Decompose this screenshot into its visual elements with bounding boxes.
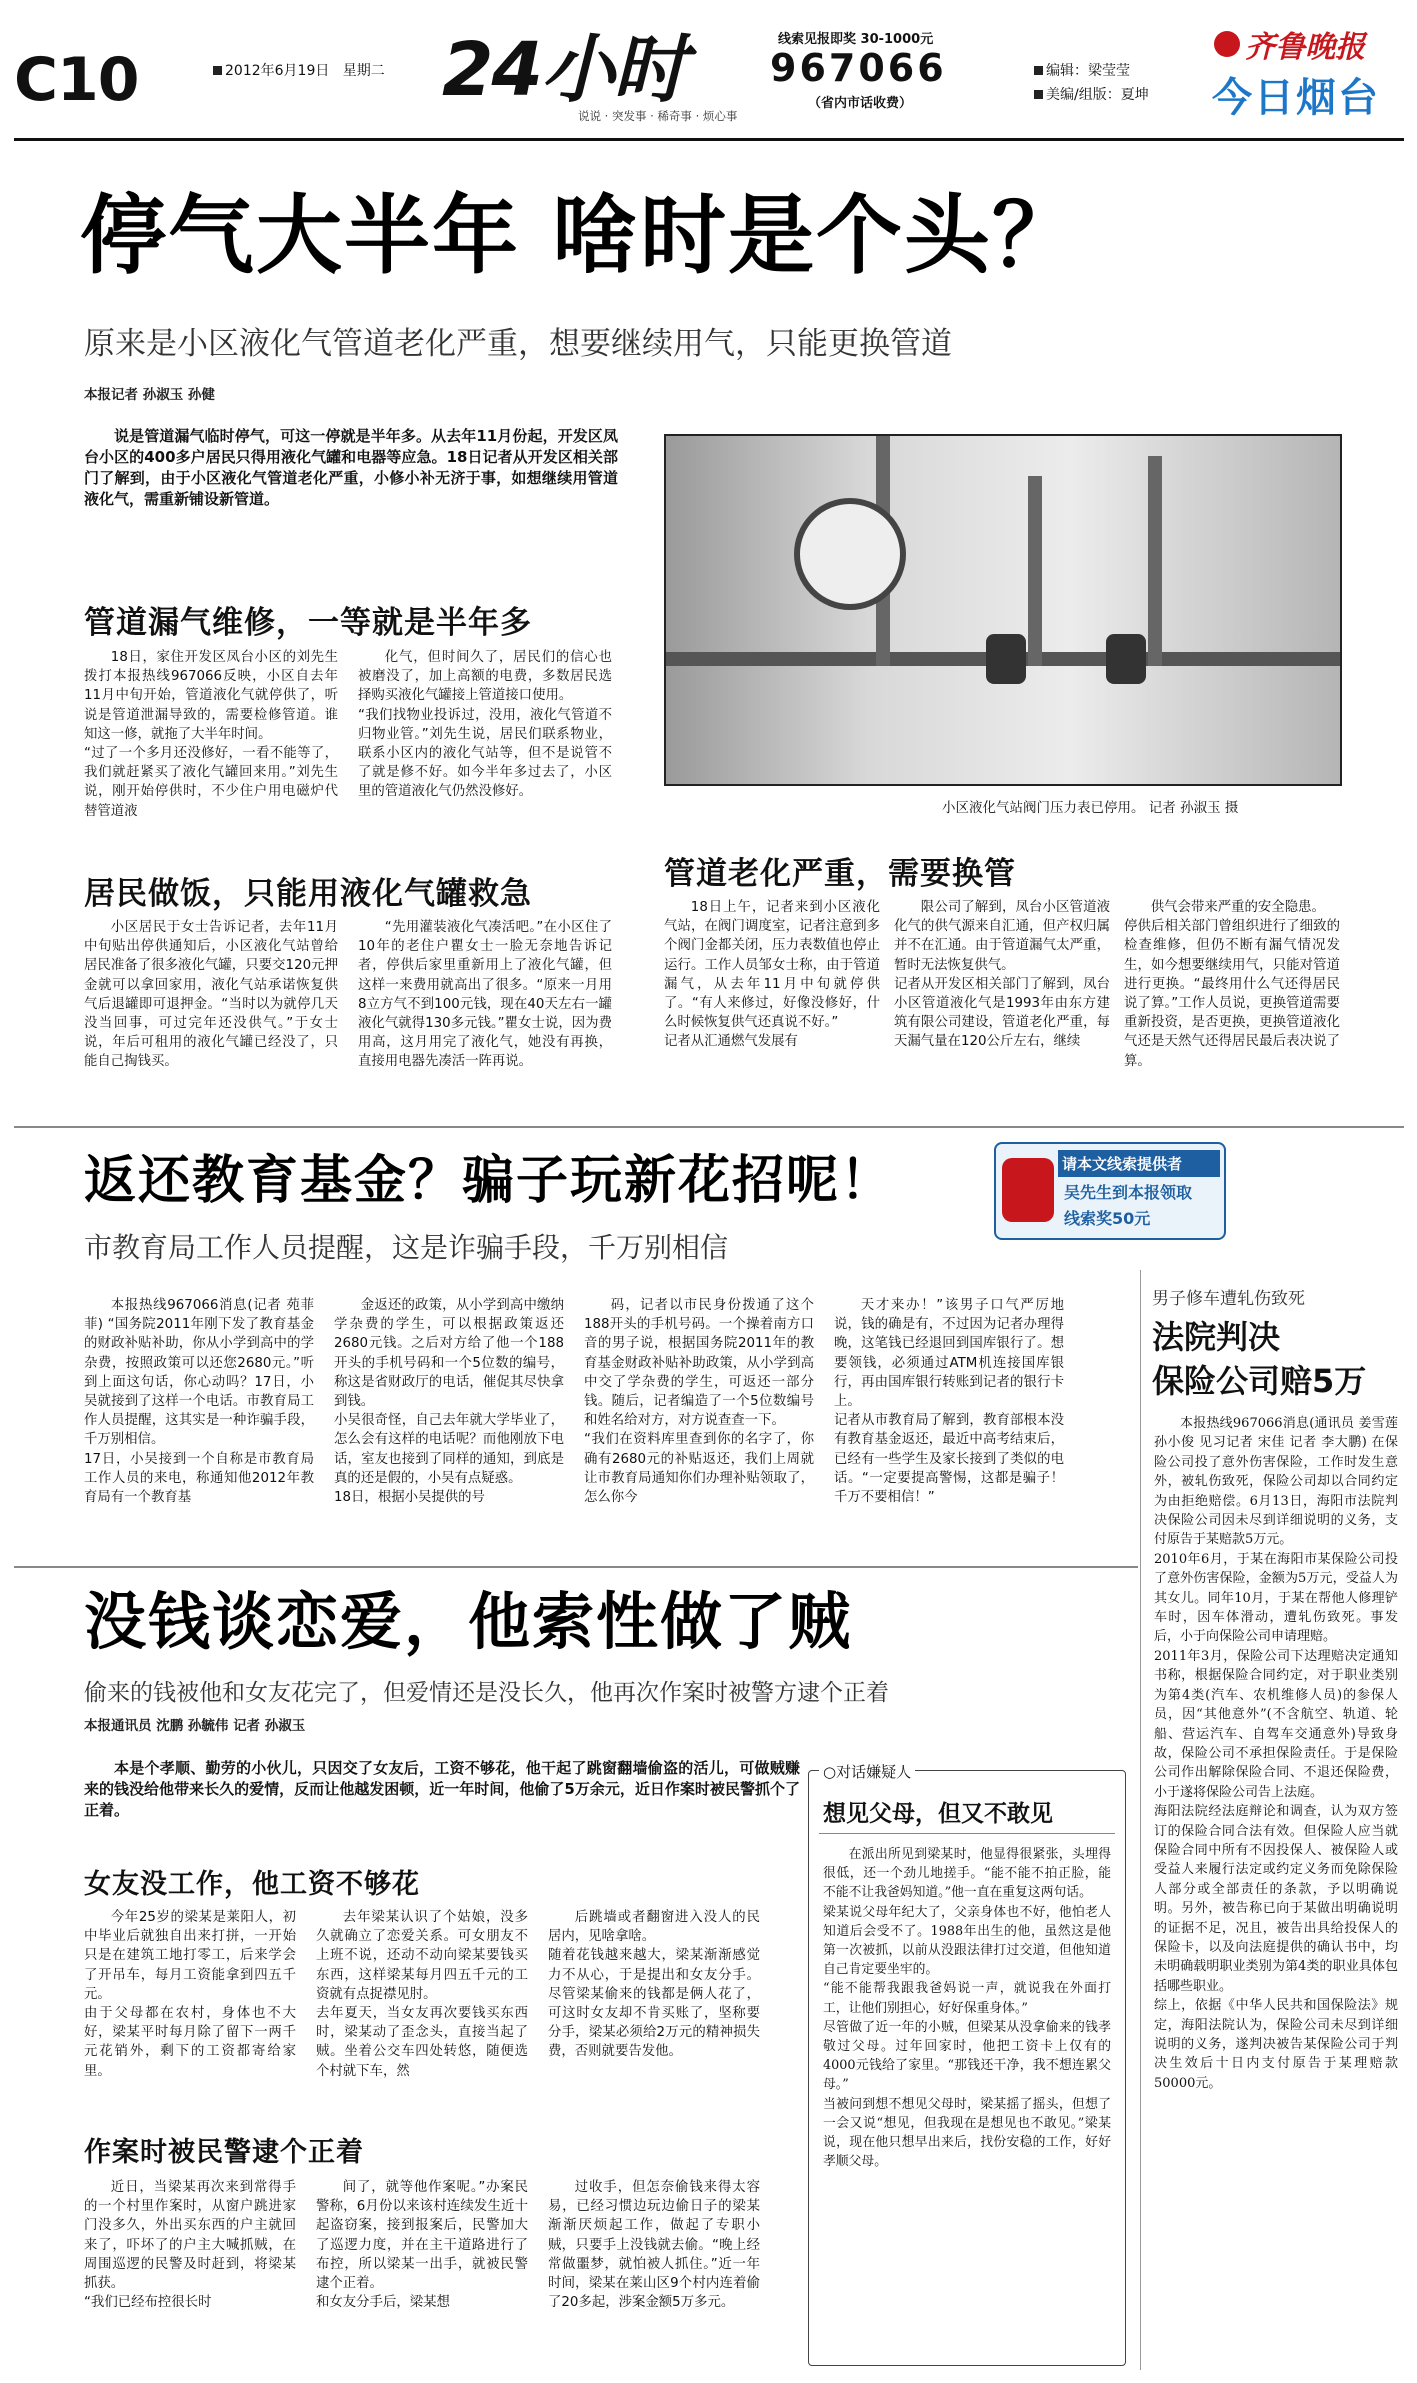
- a1-col-1a: [84, 648, 338, 860]
- a2-headline: 返还教育基金？骗子玩新花招呢！: [84, 1151, 895, 1211]
- a1-col-3a-text: 18日上午，记者来到小区液化气站，在阀门调度室，记者注意到多个阀门金都关闭，压力表数值也停止运行。工作人员邹女士称，由于管道漏气，从去年11月中旬就停供了。“有人来修过，好像没修好，什么时候恢复供气还真说不好。” 记者从汇通燃气发展有: [664, 900, 880, 1050]
- a2-deck: 市教育局工作人员提醒，这是诈骗手段，千万别相信: [84, 1231, 729, 1264]
- a1-col-3c: [1124, 898, 1340, 1114]
- reward-badge-line-3: 线索奖50元: [1064, 1209, 1151, 1228]
- a1-col-1a-text: 18日，家住开发区凤台小区的刘先生拨打本报热线967066反映，小区自去年11月中旬开始，管道液化气就停供了，听说是管道泄漏导致的，需要检修管道。谁知这一修，就拖了大半年时间。 “过了一个多月还没修好，一看不能等了，我们就赶紧买了液化气罐回来用。”刘先生说，刚开始停供时，不少住户用电磁炉代替管道液: [84, 650, 338, 819]
- editor: 编辑：梁莹莹: [1046, 63, 1130, 79]
- a4-col-2c-text: 过收手，但怎奈偷钱来得太容易，已经习惯边玩边偷日子的梁某渐渐厌烦起工作，做起了专职小贼，只要手上没钱就去偷。“晚上经常做噩梦，就怕被人抓住。”近一年时间，梁某在莱山区9个村内连着偷了20多起，涉案金额5万多元。: [548, 2180, 760, 2311]
- a4-col-1a: [84, 1908, 296, 2108]
- a2-col-3-text: 码，记者以市民身份拨通了这个188开头的手机号码。一个操着南方口音的男子说，根据国务院2011年的教育基金财政补贴补助政策，从小学到高中交了学杂费的学生，可返还一部分钱。随后，记者编造了一个5位数编号和姓名给对方，对方说查查一下。 “我们在资料库里查到你的名字了，你确有2680元的补贴返还，我们上周就让市教育局通知你们办理补贴领取了，怎么你今: [584, 1298, 814, 1506]
- a4-sidebox-body-text: 在派出所见到梁某时，他显得很紧张，头埋得很低，还一个劲儿地搓手。“能不能不拍正脸，能不能不让我爸妈知道。”他一直在重复这两句话。 梁某说父母年纪大了，父亲身体也不好，他怕老人知道后会受不了。1988年出生的他，虽然这是他第一次被抓，以前从没跟法律打过交道，但他知道自己肯定要坐牢的。 “能不能帮我跟我爸妈说一声，就说我在外面打工，让他们别担心，好好保重身体。” 尽管做了近一年的小贼，但梁某从没拿偷来的钱孝敬过父母。过年回家时，他把工资卡上仅有的4000元钱给了家里。“那钱还干净，我不想连累父母。” 当被问到想不想见父母时，梁某摇了摇头，但想了一会又说“想见，但我现在是想见也不敢见。”梁某说，现在他只想早出来后，找份安稳的工作，好好孝顺父母。: [823, 1847, 1111, 2170]
- page-number: C10: [14, 45, 139, 115]
- a4-col-2a-text: 近日，当梁某再次来到常得手的一个村里作案时，从窗户跳进家门没多久，外出买东西的户主就回来了，吓坏了的户主大喊抓贼，在周围巡逻的民警及时赶到，将梁某抓获。 “我们已经布控很长时: [84, 2180, 296, 2311]
- a4-sidebox-tag: [819, 1761, 915, 1782]
- a4-sidebox-body: [823, 1845, 1111, 2357]
- a2-col-3: [584, 1296, 814, 1564]
- brand-24h: 24小时: [442, 27, 685, 113]
- a4-sidebox-title: 想见父母，但又不敢见: [823, 1801, 1053, 1827]
- a3-headline-line-2: 保险公司赔5万: [1152, 1362, 1367, 1400]
- editor-line: [1034, 60, 1130, 80]
- section-name: 今日烟台: [1212, 75, 1380, 121]
- a1-subhead-3: 管道老化严重，需要换管: [664, 856, 1016, 892]
- reward-badge: [994, 1142, 1226, 1240]
- paper-logo-text: 齐鲁晚报: [1245, 30, 1366, 65]
- paper-logo: [1214, 22, 1365, 66]
- reward-badge-line-2: 吴先生到本报领取: [1064, 1183, 1193, 1202]
- a1-col-1b: [358, 648, 612, 860]
- issue-date: 2012年6月19日: [225, 63, 330, 79]
- valve-1-icon: [986, 634, 1026, 684]
- reward-badge-line-1: 请本文线索提供者: [1058, 1150, 1220, 1177]
- a1-byline: 本报记者 孙淑玉 孙健: [84, 387, 215, 403]
- a1-col-3a: [664, 898, 880, 1114]
- a4-col-1b-text: 去年梁某认识了个姑娘，没多久就确立了恋爱关系。可女朋友不上班不说，还动不动向梁某要钱买东西，这样梁某每月四五千元的工资就有点捉襟见肘。 去年夏天，当女友再次要钱买东西时，梁某动了歪念头，直接当起了贼。坐着公交车四处转悠，随便选个村就下车，然: [316, 1910, 528, 2079]
- designer: 美编/组版：夏坤: [1046, 87, 1149, 103]
- issue-weekday: 星期二: [342, 63, 385, 79]
- a1-subhead-1: 管道漏气维修，一等就是半年多: [84, 605, 532, 641]
- a4-col-2c: [548, 2178, 760, 2358]
- a4-col-1a-text: 今年25岁的梁某是莱阳人，初中毕业后就独自出来打拼，一开始只是在建筑工地打零工，后来学会了开吊车，每月工资能拿到四五千元。 由于父母都在农村，身体也不大好，梁某平时每月除了留下一两千元花销外，剩下的工资都寄给家里。: [84, 1910, 296, 2079]
- hotline-number: 967066: [770, 46, 947, 90]
- a3-body: [1154, 1414, 1398, 2364]
- a1-col-2b-text: “先用灌装液化气凑活吧。”在小区住了10年的老住户瞿女士一脸无奈地告诉记者，停供后家里重新用上了液化气罐，但这样一来费用就高出了很多。“原来一月用8立方气不到100元钱，现在40天左右一罐液化气就得130多元钱。”瞿女士说，因为费用高，这月用完了液化气，她没有再换，直接用电器先凑活一阵再说。: [358, 920, 612, 1070]
- a1-lead: [84, 426, 618, 550]
- pressure-gauge-icon: [794, 498, 906, 610]
- a3-body-text: 本报热线967066消息(通讯员 姜雪莲 孙小俊 见习记者 宋佳 记者 李大鹏) 在保险公司投了意外伤害保险，工作时发生意外，被轧伤致死，保险公司却以合同约定为由拒绝赔偿。6月13日，海阳市法院判决保险公司因未尽到详细说明的义务，支付原告于某赔款5万元。 2010年6月，于某在海阳市某保险公司投了意外伤害保险，金额为5万元，受益人为其女儿。同年10月，于某在帮他人修理铲车时，因车体滑动，遭轧伤致死。事发后，小于向保险公司申请理赔。 2011年3月，保险公司下达理赔决定通知书称，根据保险合同约定，对于职业类别为第4类(汽车、农机维修人员)的参保人员，因“其他意外”(不含航空、轨道、轮船、营运汽车、自驾车交通意外)导致身故，保险公司不承担保险责任。于是保险公司作出解除保险合同、不退还保险费，小于遂将保险公司告上法庭。 海阳法院经法庭辩论和调查，认为双方签订的保险合同合法有效。但保险人应当就保险合同中所有不因投保人、被保险人或受益人来履行法定或约定义务而免除保险人部分或全部责任的条款，予以明确说明。另外，被告称已向于某做出明确说明的证据不足，况且，被告出具给投保人的保险卡，以及向法庭提供的确认书中，均未明确载明职业类别为第4类的职业具体包括哪些职业。 综上，依据《中华人民共和国保险法》规定，海阳法院认为，保险公司未尽到详细说明的义务，遂判决被告某保险公司于判决生效后十日内支付原告于某理赔款50000元。: [1154, 1416, 1398, 2091]
- a4-col-1c: [548, 1908, 760, 2108]
- a1-col-3b: [894, 898, 1110, 1114]
- a4-lead-text: 本是个孝顺、勤劳的小伙儿，只因交了女友后，工资不够花，他干起了跳窗翻墙偷盗的活儿，可做贼赚来的钱没给他带来长久的爱情，反而让他越发困顿，近一年时间，他偷了5万余元，近日作案时被民警抓个了正着。: [84, 1759, 800, 1819]
- a1-subhead-2: 居民做饭，只能用液化气罐救急: [84, 876, 532, 912]
- hotline-note: （省内市话收费）: [808, 96, 913, 111]
- a2-col-4-text: 天才来办！”该男子口气严厉地说，钱的确是有，不过因为记者办理得晚，这笔钱已经退回到国库银行了。想要领钱，必须通过ATM机连接国库银行，再由国库银行转账到记者的银行卡上。 记者从市教育局了解到，教育部根本没有教育基金返还，最近中高考结束后，已经有一些学生及家长接到了类似的电话。“一定要提高警惕，这都是骗子！千万不要相信！”: [834, 1298, 1064, 1506]
- issue-date-line: [213, 60, 385, 80]
- a1-lead-text: 说是管道漏气临时停气，可这一停就是半年多。从去年11月份起，开发区凤台小区的400多户居民只得用液化气罐和电器等应急。18日记者从开发区相关部门了解到，由于小区液化气管道老化严重，小修小补无济于事，如想继续用管道液化气，需重新铺设新管道。: [84, 427, 618, 508]
- a1-col-3b-text: 限公司了解到，凤台小区管道液化气的供气源来自汇通，但产权归属并不在汇通。由于管道漏气太严重，暂时无法恢复供气。 记者从开发区相关部门了解到，凤台小区管道液化气是1993年由东方建筑有限公司建设，管道老化严重，每天漏气量在120公斤左右，继续: [894, 900, 1110, 1050]
- a1-photo-caption: 小区液化气站阀门压力表已停用。 记者 孙淑玉 摄: [942, 800, 1239, 816]
- a4-subhead-2: 作案时被民警逮个正着: [84, 2137, 364, 2168]
- a4-subhead-1: 女友没工作，他工资不够花: [84, 1869, 420, 1900]
- a4-col-1b: [316, 1908, 528, 2108]
- a2-col-2: [334, 1296, 564, 1564]
- a1-photo: [664, 434, 1342, 786]
- a4-col-2a: [84, 2178, 296, 2358]
- telephone-icon: [1002, 1158, 1054, 1222]
- a1-bottom-rule: [14, 1126, 1404, 1128]
- masthead-rule: [14, 138, 1404, 141]
- a4-sidebox: [808, 1763, 1126, 2366]
- a3-left-rule: [1140, 1270, 1141, 2370]
- paper-logo-mark-icon: [1214, 31, 1240, 57]
- a1-col-1b-text: 化气，但时间久了，居民们的信心也被磨没了，加上高额的电费，多数居民选择购买液化气罐接上管道接口使用。 “我们找物业投诉过，没用，液化气管道不归物业管。”刘先生说，居民们联系物业，联系小区内的液化气站等，但不是说管不了就是修不好。如今半年多过去了，小区里的管道液化气仍然没修好。: [358, 650, 612, 800]
- a2-col-4: [834, 1296, 1064, 1564]
- a3-kicker: 男子修车遭轧伤致死: [1152, 1289, 1305, 1309]
- a2-col-1-text: 本报热线967066消息(记者 苑菲菲) “国务院2011年刚下发了教育基金的财政补贴补助，你从小学到高中的学杂费，按照政策可以还您2680元。”听到上面这句话，你心动吗？17日，小吴就接到了这样一个电话。市教育局工作人员提醒，这其实是一种诈骗手段，千万别相信。 17日，小吴接到一个自称是市教育局工作人员的来电，称通知他2012年教育局有一个教育基: [84, 1298, 314, 1506]
- pipe-vertical-2: [1028, 476, 1042, 666]
- a4-col-2b-text: 间了，就等他作案呢。”办案民警称，6月份以来该村连续发生近十起盗窃案，接到报案后，民警加大了巡逻力度，并在主干道路进行了布控，所以梁某一出手，就被民警逮个正着。 和女友分手后，梁某想: [316, 2180, 528, 2311]
- a1-col-2b: [358, 918, 612, 1114]
- a1-deck: 原来是小区液化气管道老化严重，想要继续用气，只能更换管道: [84, 326, 952, 362]
- a4-byline: 本报通讯员 沈鹏 孙毓伟 记者 孙淑玉: [84, 1718, 306, 1734]
- dialog-bubble-icon: ○: [823, 1763, 837, 1781]
- a1-col-2a-text: 小区居民于女士告诉记者，去年11月中旬贴出停供通知后，小区液化气站曾给居民准备了很多液化气罐，只要交120元押金就可以拿回家用，液化气站承诺恢复供气后退罐即可退押金。“当时以为就停几天没当回事，可过完年还没供气。”于女士说，年后可租用的液化气罐已经没了，只能自己掏钱买。: [84, 920, 338, 1070]
- designer-line: [1034, 84, 1149, 104]
- hotline-label: 线索见报即奖 30-1000元: [778, 32, 934, 47]
- a3-headline-line-1: 法院判决: [1152, 1318, 1281, 1356]
- a4-col-2b: [316, 2178, 528, 2358]
- a1-col-2a: [84, 918, 338, 1114]
- a2-col-1: [84, 1296, 314, 1564]
- a4-sidebox-title-rule: [819, 1833, 1115, 1834]
- pipe-vertical-3: [1148, 456, 1162, 666]
- valve-2-icon: [1106, 634, 1146, 684]
- a2-col-2-text: 金返还的政策，从小学到高中缴纳学杂费的学生，可以根据政策返还2680元钱。之后对方给了他一个188开头的手机号码和一个5位数的编号，称这是省财政厅的电话，催促其尽快拿到钱。 小吴很奇怪，自己去年就大学毕业了，怎么会有这样的电话呢？而他刚放下电话，室友也接到了同样的通知，到底是真的还是假的，小吴有点疑惑。 18日，根据小吴提供的号: [334, 1298, 564, 1506]
- a4-headline: 没钱谈恋爱，他索性做了贼: [84, 1585, 853, 1658]
- a1-headline: 停气大半年 啥时是个头？: [80, 185, 1080, 286]
- a4-col-1c-text: 后跳墙或者翻窗进入没人的民居内，见啥拿啥。 随着花钱越来越大，梁某渐渐感觉力不从心，于是提出和女友分手。尽管梁某偷来的钱都是俩人花了，可这时女友却不肯买账了，坚称要分手，梁某必须给2万元的精神损失费，否则就要告发他。: [548, 1910, 760, 2060]
- a4-deck: 偷来的钱被他和女友花完了，但爱情还是没长久，他再次作案时被警方逮个正着: [84, 1680, 889, 1706]
- a4-sidebox-tag-text: 对话嫌疑人: [836, 1763, 912, 1781]
- a2-bottom-rule: [14, 1566, 1138, 1568]
- brand-taglines: 说说 · 突发事 · 稀奇事 · 烦心事: [578, 109, 738, 123]
- a4-lead: [84, 1758, 800, 1850]
- a1-col-3c-text: 供气会带来严重的安全隐患。 停供后相关部门曾组织进行了细致的检查维修，但仍不断有漏气情况发生，如今想要继续用气，只能对管道进行更换。“最终用什么气还得居民说了算。”工作人员说，更换管道需要重新投资，是否更换，更换管道液化气还是天然气还得居民最后表决说了算。: [1124, 900, 1340, 1069]
